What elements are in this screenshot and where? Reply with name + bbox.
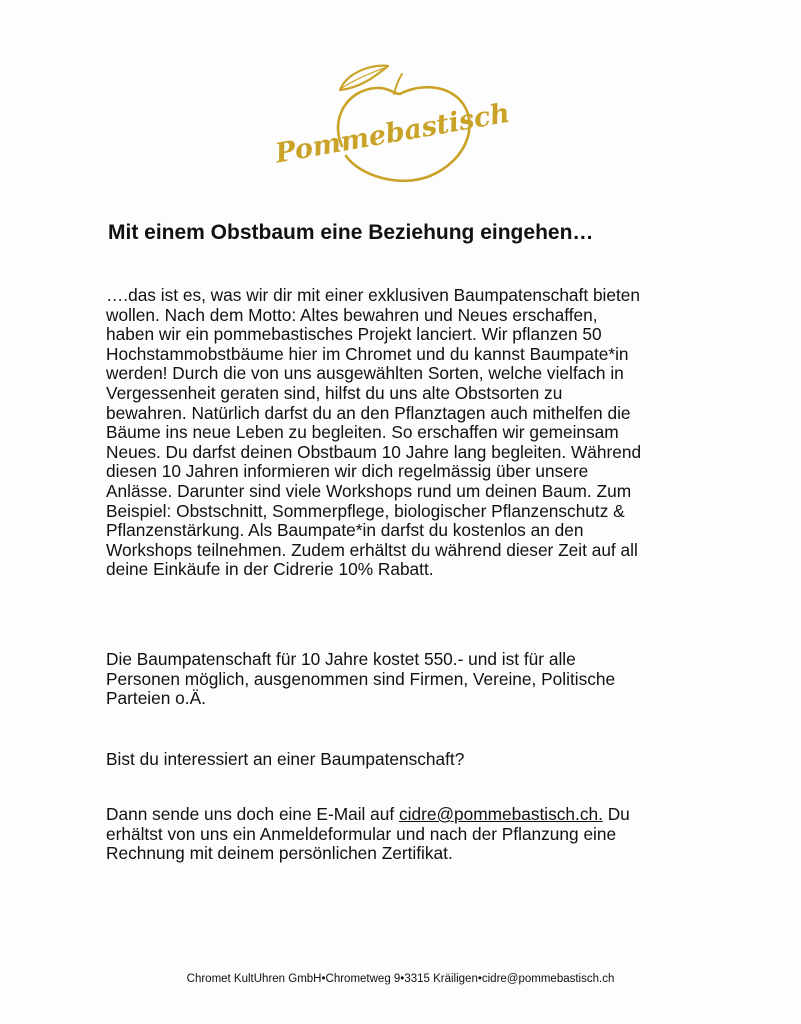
footer-address: Chromet KultUhren GmbH•Chrometweg 9•3315 Kräiligen•cidre@pommebastisch.ch (186, 973, 615, 985)
email-link[interactable]: cidre@pommebastisch.ch. (399, 804, 603, 824)
apple-logo-icon (272, 50, 513, 190)
question-paragraph: Bist du interessiert an einer Baumpatenschaft? (106, 749, 465, 769)
page-title: Mit einem Obstbaum eine Beziehung eingehen… (108, 221, 594, 244)
pommebastisch-logo (272, 50, 513, 190)
price-paragraph: Die Baumpatenschaft für 10 Jahre kostet 550.- und ist für alle Personen möglich, ausgenommen sind Firmen, Vereine, Politische Parteien o.Ä. (106, 649, 616, 709)
contact-paragraph (106, 805, 746, 864)
logo-wordmark: Pommebastisch (272, 97, 513, 170)
intro-paragraph: ….das ist es, was wir dir mit einer exklusiven Baumpatenschaft bieten wollen. Nach dem Motto: Altes bewahren und Neues erschaffen, haben wir ein pommebastisches Projekt lanciert. Wir pflanzen 50 Hochstammobstbäume hier im Chromet und du kannst Baumpate*in werden! Durch die von uns ausgewählten Sorten, welche vielfach in Vergessenheit geraten sind, hilfst du uns alte Obstsorten zu bewahren. Natürlich darfst du an den Pflanztagen auch mithelfen die Bäume ins neue Leben zu begleiten. So erschaffen wir gemeinsam Neues. Du darfst deinen Obstbaum 10 Jahre lang begleiten. Während diesen 10 Jahren informieren wir dich regelmässig über unsere Anlässe. Darunter sind viele Workshops rund um deinen Baum. Zum Beispiel: Obstschnitt, Sommerpflege, biologischer Pflanzenschutz & Pflanzenstärkung. Als Baumpate*in darfst du kostenlos an den Workshops teilnehmen. Zudem erhältst du während dieser Zeit auf all deine Einkäufe in der Cidrerie 10% Rabatt. (106, 285, 642, 580)
contact-text-after: Du erhältst von uns ein Anmeldeformular und nach der Pflanzung eine Rechnung mit deinem persönlichen Zertifikat. (106, 804, 630, 864)
contact-text-before: Dann sende uns doch eine E-Mail auf (106, 804, 400, 824)
